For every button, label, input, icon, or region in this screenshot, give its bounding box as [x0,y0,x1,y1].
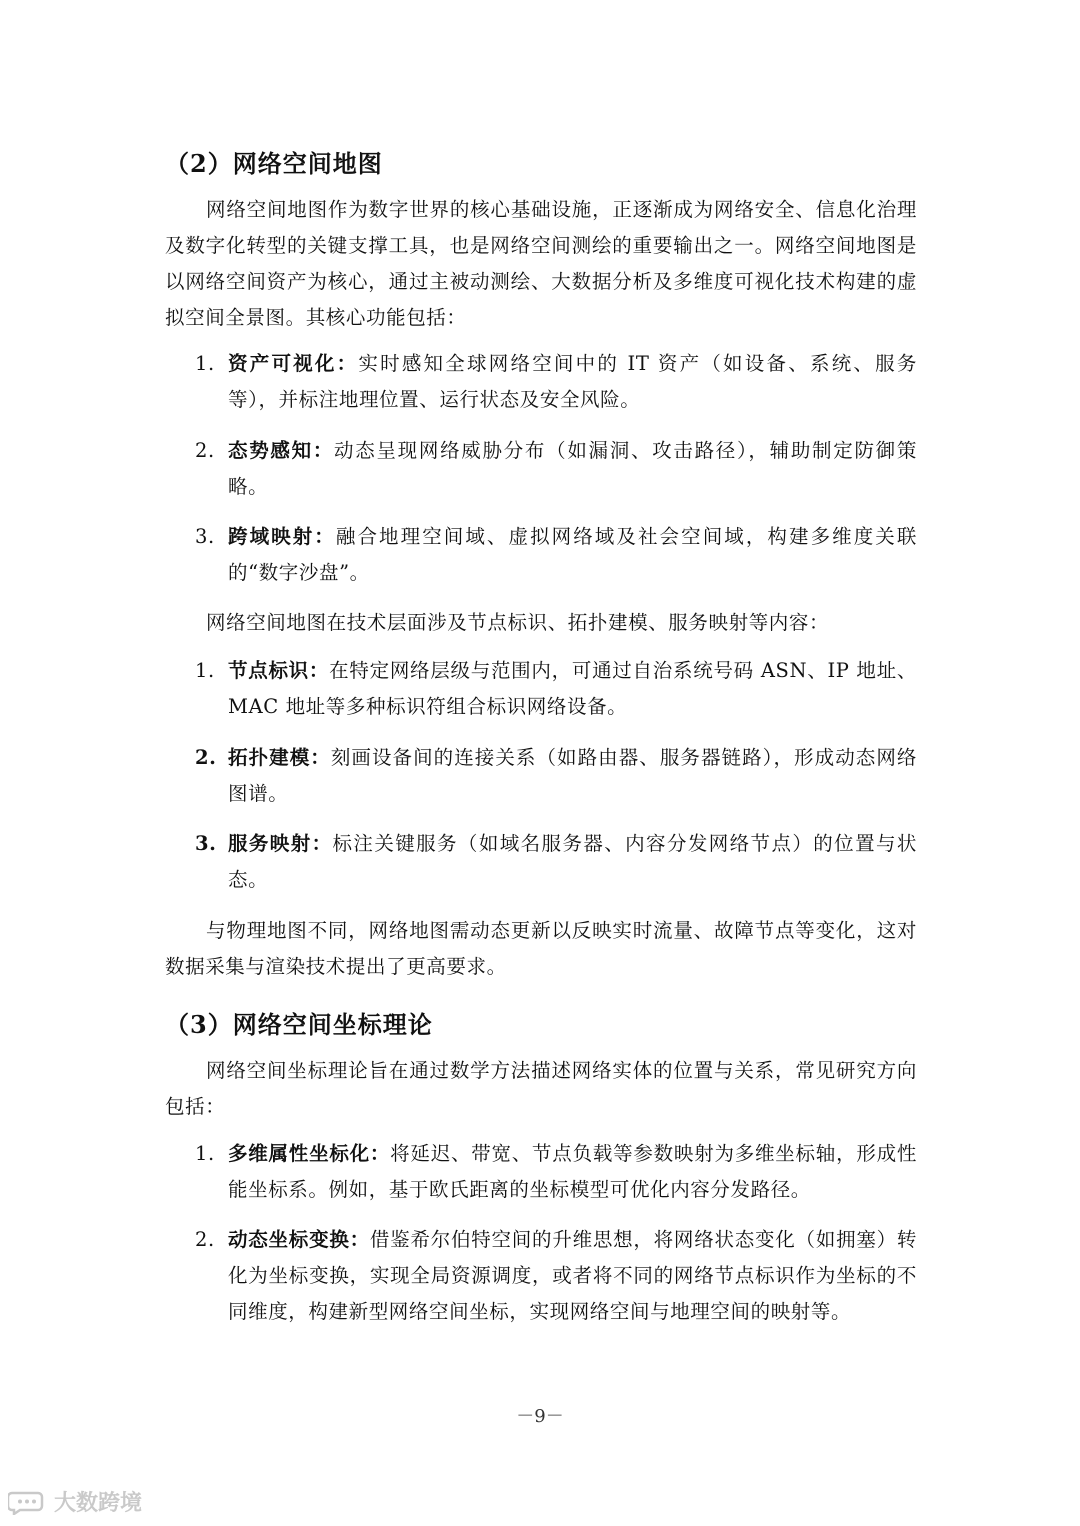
list-text: 融合地理空间域、虚拟网络域及社会空间域，构建多维度关联的“数字沙盘”。 [228,525,917,584]
list-number: 1. [195,352,215,375]
list-text: 将延迟、带宽、节点负载等参数映射为多维坐标轴，形成性能坐标系。例如，基于欧氏距离的坐标模型可优化内容分发路径。 [228,1142,917,1201]
direction-item-multidimensional-coordinates [195,1136,917,1208]
section-2-heading: （2）网络空间地图 [165,149,383,178]
function-item-asset-visualization [195,346,917,418]
direction-item-dynamic-coordinate-transform [195,1222,917,1330]
list-term: 动态坐标变换： [228,1228,370,1251]
technique-item-service-mapping [195,826,917,898]
watermark [8,1486,142,1517]
section-2-closing: 与物理地图不同，网络地图需动态更新以反映实时流量、故障节点等变化，这对数据采集与渲染技术提出了更高要求。 [165,919,917,978]
list-term: 拓扑建模： [228,746,331,769]
list-number: 1. [195,659,215,682]
list-number: 3. [195,832,217,855]
list-term: 跨域映射： [228,525,336,548]
list-text: 借鉴希尔伯特空间的升维思想，将网络状态变化（如拥塞）转化为坐标变换，实现全局资源调度，或者将不同的网络节点标识作为坐标的不同维度，构建新型网络空间坐标，实现网络空间与地理空间的映射等。 [228,1228,917,1323]
section-3-intro: 网络空间坐标理论旨在通过数学方法描述网络实体的位置与关系，常见研究方向包括： [165,1059,917,1118]
technique-item-topology-modeling [195,740,917,812]
list-term: 资产可视化： [228,352,359,375]
list-text: 动态呈现网络威胁分布（如漏洞、攻击路径），辅助制定防御策略。 [228,439,917,498]
function-item-situational-awareness [195,433,917,505]
list-number: 2. [195,746,217,769]
section-2-intro: 网络空间地图作为数字世界的核心基础设施，正逐渐成为网络安全、信息化治理及数字化转型的关键支撑工具，也是网络空间测绘的重要输出之一。网络空间地图是以网络空间资产为核心，通过主被动测绘、大数据分析及多维度可视化技术构建的虚拟空间全景图。其核心功能包括： [165,198,917,329]
list-term: 服务映射： [228,832,333,855]
list-text: 刻画设备间的连接关系（如路由器、服务器链路），形成动态网络图谱。 [228,746,917,805]
page-number: －9－ [516,1406,564,1427]
chat-bubble-icon [8,1489,48,1515]
list-number: 2. [195,1228,215,1251]
list-text: 标注关键服务（如域名服务器、内容分发网络节点）的位置与状态。 [228,832,917,891]
list-term: 多维属性坐标化： [228,1142,391,1165]
section-3-heading: （3）网络空间坐标理论 [165,1010,433,1039]
list-number: 3. [195,525,215,548]
watermark-text: 大数跨境 [54,1491,143,1516]
list-term: 态势感知： [228,439,335,462]
list-term: 节点标识： [228,659,330,682]
technical-intro: 网络空间地图在技术层面涉及节点标识、拓扑建模、服务映射等内容： [206,611,830,634]
list-number: 2. [195,439,215,462]
list-text: 在特定网络层级与范围内，可通过自治系统号码 ASN、IP 地址、MAC 地址等多种标识符组合标识网络设备。 [228,659,917,718]
technique-item-node-identification [195,653,917,725]
list-text: 实时感知全球网络空间中的 IT 资产（如设备、系统、服务等），并标注地理位置、运行状态及安全风险。 [228,352,917,411]
function-item-cross-domain-mapping [195,519,917,591]
list-number: 1. [195,1142,215,1165]
